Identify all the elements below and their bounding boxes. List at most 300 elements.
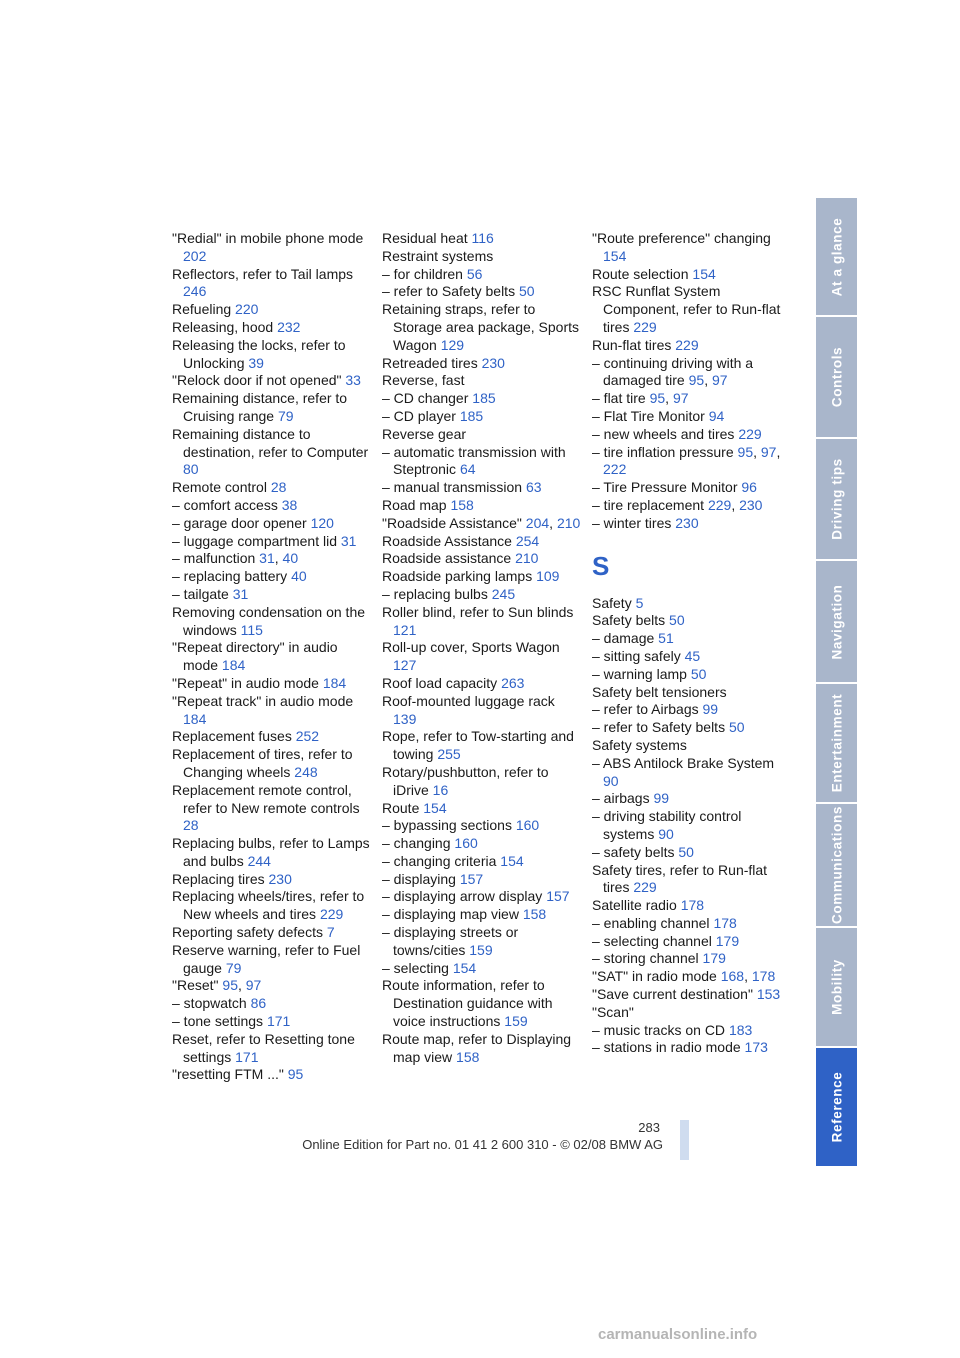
page-reference-link[interactable]: 40 bbox=[291, 568, 307, 585]
page-reference-link[interactable]: 254 bbox=[515, 532, 540, 549]
page-reference-link[interactable]: 158 bbox=[456, 1048, 480, 1065]
index-entry bbox=[172, 746, 372, 782]
index-entry bbox=[172, 390, 372, 426]
index-entry bbox=[592, 390, 792, 408]
chapter-tab-mobility[interactable] bbox=[816, 928, 857, 1046]
index-entry-text: – continuing driving with a damaged tire bbox=[592, 354, 754, 389]
index-entry bbox=[592, 266, 792, 284]
chapter-tab-label: Navigation bbox=[829, 583, 844, 660]
index-entry bbox=[382, 515, 582, 533]
page-reference-link[interactable]: 79 bbox=[277, 407, 294, 424]
page-reference-link[interactable]: 63 bbox=[525, 479, 542, 496]
page-reference-link[interactable]: 16 bbox=[432, 781, 449, 798]
page-reference-link[interactable]: 90 bbox=[603, 772, 619, 789]
index-entry-text: Safety systems bbox=[592, 736, 687, 753]
index-entry-text: Roadside parking lamps bbox=[382, 568, 537, 585]
page-reference-link[interactable]: 154 bbox=[423, 799, 447, 816]
index-entry bbox=[382, 586, 582, 604]
index-entry-text: Reporting safety defects bbox=[172, 924, 327, 941]
page-reference-link[interactable]: 97 bbox=[711, 372, 728, 389]
page-reference-link[interactable]: 97 bbox=[672, 390, 689, 407]
page-reference-link[interactable]: 222 bbox=[603, 461, 627, 478]
page-reference-link[interactable]: 263 bbox=[501, 674, 525, 691]
chapter-tabs bbox=[816, 198, 857, 1168]
index-entry bbox=[172, 604, 372, 640]
index-entry-text: – new wheels and tires bbox=[592, 425, 739, 442]
page-reference-link[interactable]: 154 bbox=[500, 852, 524, 869]
index-entry-text: "resetting FTM ..." bbox=[172, 1066, 288, 1083]
index-entry-text: – warning lamp bbox=[592, 665, 691, 682]
chapter-tab-reference[interactable] bbox=[816, 1048, 857, 1166]
index-entry bbox=[382, 728, 582, 764]
index-entry-text: Safety belts bbox=[592, 612, 670, 629]
page-reference-link[interactable]: 244 bbox=[247, 852, 271, 869]
page-reference-link[interactable]: 115 bbox=[240, 621, 263, 638]
footer-edition-text: Online Edition for Part no. 01 41 2 600 310 - © 02/08 BMW AG bbox=[302, 1137, 663, 1152]
page-reference-link[interactable]: 230 bbox=[481, 354, 505, 371]
page-reference-link[interactable]: 99 bbox=[702, 701, 719, 718]
page-reference-link[interactable]: 229 bbox=[633, 879, 657, 896]
index-entry bbox=[592, 950, 792, 968]
index-entry-text: Replacing wheels/tires, refer to New wheels and tires bbox=[172, 888, 365, 923]
page-reference-link[interactable]: 51 bbox=[658, 630, 674, 647]
index-entry bbox=[592, 737, 792, 755]
index-entry bbox=[592, 283, 792, 336]
index-entry-text: – replacing bulbs bbox=[382, 585, 492, 602]
page-reference-link[interactable]: 184 bbox=[183, 710, 207, 727]
footer-accent-bar bbox=[680, 1120, 689, 1160]
index-entry bbox=[172, 550, 372, 568]
index-entry bbox=[592, 986, 792, 1004]
page-reference-link[interactable]: 153 bbox=[756, 986, 781, 1003]
index-entry bbox=[382, 550, 582, 568]
page-reference-link[interactable]: 229 bbox=[633, 318, 657, 335]
page-reference-link[interactable]: 116 bbox=[471, 230, 494, 246]
page-reference-link[interactable]: 50 bbox=[678, 843, 694, 860]
index-entry bbox=[172, 675, 372, 693]
page-reference-link[interactable]: 80 bbox=[183, 461, 199, 478]
page-reference-link[interactable]: 184 bbox=[322, 674, 347, 691]
index-entry-text: Run-flat tires bbox=[592, 336, 676, 353]
page-reference-link[interactable]: 252 bbox=[295, 728, 320, 745]
page-reference-link[interactable]: 160 bbox=[515, 817, 540, 834]
chapter-tab-communications[interactable] bbox=[816, 804, 857, 926]
index-entry bbox=[592, 808, 792, 844]
index-entry-text: Reverse, fast bbox=[382, 372, 465, 389]
page-reference-link[interactable]: 90 bbox=[658, 825, 674, 842]
index-entry-text: Road map bbox=[382, 496, 451, 513]
page-reference-link[interactable]: 99 bbox=[653, 790, 670, 807]
page-reference-link[interactable]: 178 bbox=[751, 968, 776, 985]
index-entry-text: Roller blind, refer to Sun blinds bbox=[382, 603, 574, 620]
chapter-tab-at-a-glance[interactable] bbox=[816, 198, 857, 315]
index-entry-text: – luggage compartment lid bbox=[172, 532, 341, 549]
page-reference-link[interactable]: 154 bbox=[452, 959, 477, 976]
index-entry bbox=[172, 977, 372, 995]
chapter-tab-driving-tips[interactable] bbox=[816, 439, 857, 559]
index-entry-text: Roll-up cover, Sports Wagon bbox=[382, 639, 560, 656]
index-entry bbox=[172, 728, 372, 746]
index-entry-text: Roof-mounted luggage rack bbox=[382, 692, 555, 709]
page-reference-link[interactable]: 185 bbox=[459, 407, 484, 424]
index-entry bbox=[592, 701, 792, 719]
index-entry bbox=[592, 684, 792, 702]
index-entry bbox=[382, 568, 582, 586]
index-entry-text: – music tracks on CD bbox=[592, 1021, 729, 1038]
index-entry-text: – tire replacement bbox=[592, 496, 708, 513]
page-reference-link[interactable]: 210 bbox=[515, 550, 539, 567]
index-entry bbox=[592, 1022, 792, 1040]
page-separator: , bbox=[731, 496, 740, 513]
index-entry-text: – Flat Tire Monitor bbox=[592, 407, 709, 424]
index-entry bbox=[382, 639, 582, 675]
index-entry bbox=[172, 533, 372, 551]
index-entry-text: – safety belts bbox=[592, 843, 679, 860]
page-reference-link[interactable]: 64 bbox=[459, 461, 476, 478]
index-entry bbox=[382, 444, 582, 480]
index-entry-text: Restraint systems bbox=[382, 247, 494, 264]
index-entry-text: – manual transmission bbox=[382, 479, 526, 496]
page-reference-link[interactable]: 97 bbox=[760, 443, 777, 460]
index-entry bbox=[382, 906, 582, 924]
index-entry-text: "Reset" bbox=[172, 977, 223, 994]
page-separator: , bbox=[274, 550, 283, 567]
index-entry bbox=[172, 888, 372, 924]
index-entry bbox=[172, 1013, 372, 1031]
index-entry bbox=[382, 533, 582, 551]
page-reference-link[interactable]: 50 bbox=[690, 665, 707, 682]
page-reference-link[interactable]: 229 bbox=[675, 336, 699, 353]
index-entry-text: – ABS Antilock Brake System bbox=[592, 754, 775, 771]
page-reference-link[interactable]: 157 bbox=[459, 870, 484, 887]
index-entry-text: – refer to Airbags bbox=[592, 701, 703, 718]
page-reference-link[interactable]: 121 bbox=[393, 621, 417, 638]
page-reference-link[interactable]: 160 bbox=[454, 835, 478, 852]
index-entry-text: Roadside assistance bbox=[382, 550, 516, 567]
index-entry bbox=[592, 595, 792, 613]
page-reference-link[interactable]: 94 bbox=[708, 407, 725, 424]
index-entry-text: "Repeat" in audio mode bbox=[172, 674, 323, 691]
page-reference-link[interactable]: 40 bbox=[282, 550, 299, 567]
page-reference-link[interactable]: 158 bbox=[522, 906, 547, 923]
page-reference-link[interactable]: 139 bbox=[393, 710, 417, 727]
page-reference-link[interactable]: 245 bbox=[491, 585, 516, 602]
index-entry bbox=[382, 372, 582, 390]
section-letter-heading: S bbox=[592, 550, 610, 581]
chapter-tab-controls[interactable] bbox=[816, 317, 857, 437]
index-entry bbox=[592, 497, 792, 515]
index-entry-text: "Roadside Assistance" bbox=[382, 514, 526, 531]
page-reference-link[interactable]: 50 bbox=[728, 719, 745, 736]
index-entry bbox=[592, 1004, 792, 1022]
index-entry-text: Route information, refer to Destination guidance with voice instructions bbox=[382, 977, 553, 1030]
index-entry-text: – tire inflation pressure bbox=[592, 443, 738, 460]
index-entry bbox=[172, 639, 372, 675]
index-entry-text: – stations in radio mode bbox=[592, 1039, 745, 1056]
index-entry bbox=[172, 515, 372, 533]
index-entry-text: – for children bbox=[382, 265, 467, 282]
index-entry-text: "Relock door if not opened" bbox=[172, 372, 346, 389]
index-entry-text: Remaining distance, refer to Cruising range bbox=[172, 390, 348, 424]
index-entry bbox=[172, 568, 372, 586]
index-entry-text: – CD changer bbox=[382, 390, 473, 407]
index-entry-text: – replacing battery bbox=[172, 568, 292, 585]
page-reference-link[interactable]: 171 bbox=[235, 1048, 259, 1065]
chapter-tab-label: Entertainment bbox=[829, 693, 844, 793]
page-reference-link[interactable]: 109 bbox=[536, 568, 560, 585]
index-entry-text: – airbags bbox=[592, 790, 654, 807]
index-column-3 bbox=[592, 230, 792, 1057]
page-reference-link[interactable]: 184 bbox=[221, 657, 246, 674]
index-entry-text: Replacement remote control, refer to New remote controls bbox=[172, 781, 360, 816]
page-reference-link[interactable]: 95 bbox=[688, 372, 705, 389]
page-reference-link[interactable]: 248 bbox=[294, 763, 318, 780]
index-entry-text: Replacing bulbs, refer to Lamps and bulbs bbox=[172, 835, 370, 869]
page-reference-link[interactable]: 95 bbox=[287, 1066, 304, 1083]
index-entry-text: Residual heat bbox=[382, 230, 472, 246]
index-entry bbox=[382, 764, 582, 800]
index-entry-text: – changing bbox=[382, 835, 455, 852]
page-reference-link[interactable]: 5 bbox=[635, 594, 644, 611]
watermark: carmanualsonline.info bbox=[598, 1326, 758, 1343]
page-reference-link[interactable]: 157 bbox=[546, 888, 570, 905]
index-entry-text: "SAT" in radio mode bbox=[592, 968, 721, 985]
page-reference-link[interactable]: 79 bbox=[225, 959, 242, 976]
index-entry bbox=[592, 337, 792, 355]
page-reference-link[interactable]: 28 bbox=[183, 817, 199, 834]
page-reference-link[interactable]: 159 bbox=[504, 1013, 528, 1030]
index-entry bbox=[172, 942, 372, 978]
index-entry bbox=[172, 426, 372, 479]
index-entry bbox=[382, 497, 582, 515]
index-entry bbox=[382, 283, 582, 301]
page-reference-link[interactable]: 129 bbox=[440, 336, 465, 353]
index-entry-text: – displaying streets or towns/cities bbox=[382, 924, 519, 958]
index-entry-text: Route bbox=[382, 799, 424, 816]
index-entry bbox=[172, 230, 372, 266]
index-entry bbox=[592, 630, 792, 648]
index-entry-text: "Repeat directory" in audio mode bbox=[172, 639, 338, 674]
page-reference-link[interactable]: 202 bbox=[183, 247, 207, 264]
index-entry bbox=[592, 355, 792, 391]
index-entry-text: Releasing the locks, refer to Unlocking bbox=[172, 336, 346, 371]
page-reference-link[interactable]: 31 bbox=[232, 585, 249, 602]
index-entry bbox=[172, 1031, 372, 1067]
index-entry-text: – refer to Safety belts bbox=[382, 283, 519, 300]
index-entry-text: – winter tires bbox=[592, 514, 676, 531]
page-separator: , bbox=[753, 443, 761, 460]
page-reference-link[interactable]: 154 bbox=[603, 247, 627, 264]
index-entry bbox=[382, 479, 582, 497]
page-reference-link[interactable]: 204 bbox=[525, 514, 550, 531]
page-reference-link[interactable]: 39 bbox=[248, 354, 264, 371]
index-entry bbox=[382, 1031, 582, 1067]
index-entry bbox=[382, 817, 582, 835]
index-entry-text: – selecting bbox=[382, 959, 453, 976]
index-entry-text: Replacing tires bbox=[172, 870, 269, 887]
index-entry bbox=[592, 230, 792, 266]
index-entry-text: Reset, refer to Resetting tone settings bbox=[172, 1030, 355, 1065]
page-reference-link[interactable]: 210 bbox=[556, 514, 581, 531]
page-reference-link[interactable]: 229 bbox=[738, 425, 762, 442]
index-entry-text: Safety belt tensioners bbox=[592, 683, 727, 700]
page-reference-link[interactable]: 173 bbox=[744, 1039, 768, 1056]
index-entry-text: Route selection bbox=[592, 265, 693, 282]
index-entry bbox=[592, 408, 792, 426]
page-reference-link[interactable]: 56 bbox=[466, 265, 483, 282]
index-entry-text: Safety tires, refer to Run-flat tires bbox=[592, 861, 768, 896]
index-entry bbox=[382, 301, 582, 354]
page-reference-link[interactable]: 230 bbox=[675, 514, 699, 531]
page-reference-link[interactable]: 7 bbox=[326, 924, 335, 941]
page-reference-link[interactable]: 50 bbox=[518, 283, 535, 300]
index-entry-text: – flat tire bbox=[592, 390, 650, 407]
page-reference-link[interactable]: 95 bbox=[222, 977, 238, 994]
chapter-tab-navigation[interactable] bbox=[816, 561, 857, 682]
index-entry-text: "Route preference" changing bbox=[592, 230, 771, 246]
page-separator: , bbox=[776, 443, 781, 460]
index-entry-text: "Save current destination" bbox=[592, 986, 757, 1003]
index-entry-text: – selecting channel bbox=[592, 932, 716, 949]
index-entry-text: Replacement fuses bbox=[172, 728, 296, 745]
page-reference-link[interactable]: 33 bbox=[345, 372, 361, 389]
index-entry-text: "Repeat track" in audio mode bbox=[172, 692, 354, 709]
index-entry bbox=[172, 782, 372, 835]
index-entry bbox=[382, 408, 582, 426]
index-entry-text: – changing criteria bbox=[382, 852, 501, 869]
index-entry bbox=[382, 800, 582, 818]
page-reference-link[interactable]: 31 bbox=[340, 532, 357, 549]
page-reference-link[interactable]: 28 bbox=[270, 479, 287, 496]
page-reference-link[interactable]: 45 bbox=[684, 647, 701, 664]
index-entry-text: – bypassing sections bbox=[382, 817, 516, 834]
index-entry bbox=[592, 915, 792, 933]
index-entry bbox=[592, 897, 792, 915]
index-entry-text: Removing condensation on the windows bbox=[172, 603, 366, 638]
index-entry-text: – automatic transmission with Steptronic bbox=[382, 443, 566, 478]
index-entry-text: RSC Runflat System Component, refer to Run-flat tires bbox=[592, 283, 781, 335]
index-entry-text: – malfunction bbox=[172, 550, 260, 567]
index-entry bbox=[592, 933, 792, 951]
page-separator: , bbox=[549, 514, 557, 531]
index-entry bbox=[592, 719, 792, 737]
page-reference-link[interactable]: 31 bbox=[259, 550, 275, 567]
page-reference-link[interactable]: 127 bbox=[393, 657, 417, 674]
index-entry-text: Safety bbox=[592, 594, 636, 611]
index-entry bbox=[382, 266, 582, 284]
page-reference-link[interactable]: 95 bbox=[737, 443, 754, 460]
page-reference-link[interactable]: 232 bbox=[277, 318, 301, 335]
index-entry-text: Replacement of tires, refer to Changing wheels bbox=[172, 746, 353, 780]
index-entry bbox=[172, 995, 372, 1013]
index-entry-text: – tailgate bbox=[172, 585, 233, 602]
index-entry bbox=[592, 426, 792, 444]
page-reference-link[interactable]: 230 bbox=[268, 870, 292, 887]
index-entry-text: – driving stability control systems bbox=[592, 808, 742, 842]
page-reference-link[interactable]: 50 bbox=[669, 612, 685, 629]
page-reference-link[interactable]: 120 bbox=[310, 514, 334, 531]
index-entry bbox=[172, 337, 372, 373]
index-entry bbox=[382, 426, 582, 444]
index-entry bbox=[172, 319, 372, 337]
index-entry-text: – storing channel bbox=[592, 950, 703, 967]
index-entry-text: Refueling bbox=[172, 301, 236, 318]
index-entry bbox=[172, 871, 372, 889]
index-entry-text: Remote control bbox=[172, 479, 271, 496]
index-entry-text: – tone settings bbox=[172, 1013, 267, 1030]
page-reference-link[interactable]: 171 bbox=[266, 1013, 291, 1030]
index-entry bbox=[592, 862, 792, 898]
page-reference-link[interactable]: 178 bbox=[680, 897, 705, 914]
page-reference-link[interactable]: 229 bbox=[707, 496, 732, 513]
index-entry bbox=[592, 755, 792, 791]
page-reference-link[interactable]: 86 bbox=[250, 995, 267, 1012]
page-reference-link[interactable]: 168 bbox=[720, 968, 745, 985]
index-entry bbox=[592, 968, 792, 986]
page-separator: , bbox=[704, 372, 712, 389]
index-entry bbox=[172, 924, 372, 942]
index-entry bbox=[592, 1039, 792, 1057]
page-reference-link[interactable]: 179 bbox=[702, 950, 726, 967]
index-entry-text: Releasing, hood bbox=[172, 318, 278, 335]
index-entry-text: – comfort access bbox=[172, 496, 282, 513]
index-entry bbox=[592, 515, 792, 533]
index-entry bbox=[172, 479, 372, 497]
page-reference-link[interactable]: 255 bbox=[437, 746, 461, 763]
index-entry bbox=[172, 266, 372, 302]
index-entry-text: Route map, refer to Displaying map view bbox=[382, 1030, 572, 1065]
page-reference-link[interactable]: 220 bbox=[235, 301, 259, 318]
chapter-tab-entertainment[interactable] bbox=[816, 684, 857, 802]
index-entry bbox=[382, 390, 582, 408]
index-entry-text: "Redial" in mobile phone mode bbox=[172, 230, 364, 246]
index-entry-text: – displaying map view bbox=[382, 906, 523, 923]
page-reference-link[interactable]: 38 bbox=[281, 496, 298, 513]
page-reference-link[interactable]: 183 bbox=[728, 1021, 753, 1038]
index-entry-text: Remaining distance to destination, refer to Computer bbox=[172, 425, 369, 460]
index-entry-text: – garage door opener bbox=[172, 514, 311, 531]
index-entry bbox=[172, 835, 372, 871]
index-entry-text: Retreaded tires bbox=[382, 354, 482, 371]
page-reference-link[interactable]: 158 bbox=[450, 496, 474, 513]
index-entry-text: Roadside Assistance bbox=[382, 532, 516, 549]
index-entry bbox=[592, 612, 792, 630]
page-reference-link[interactable]: 246 bbox=[183, 283, 207, 300]
index-entry bbox=[382, 693, 582, 729]
page-reference-link[interactable]: 154 bbox=[692, 265, 716, 282]
chapter-tab-label: Reference bbox=[829, 1071, 844, 1143]
page-reference-link[interactable]: 97 bbox=[245, 977, 262, 994]
page-reference-link[interactable]: 230 bbox=[739, 496, 763, 513]
page-number: 283 bbox=[638, 1120, 660, 1135]
index-entry bbox=[592, 444, 792, 480]
index-entry bbox=[592, 790, 792, 808]
page-reference-link[interactable]: 96 bbox=[741, 479, 757, 496]
page-reference-link[interactable]: 185 bbox=[472, 390, 496, 407]
page-reference-link[interactable]: 159 bbox=[469, 941, 493, 958]
index-column-2 bbox=[382, 230, 582, 1066]
page-reference-link[interactable]: 95 bbox=[649, 390, 666, 407]
index-entry bbox=[382, 835, 582, 853]
index-entry bbox=[382, 960, 582, 978]
page-reference-link[interactable]: 179 bbox=[715, 932, 740, 949]
chapter-tab-label: At a glance bbox=[829, 217, 844, 296]
page-reference-link[interactable]: 229 bbox=[319, 906, 344, 923]
index-entry-text: Roof load capacity bbox=[382, 674, 502, 691]
index-entry-text: Reserve warning, refer to Fuel gauge bbox=[172, 941, 361, 976]
page-reference-link[interactable]: 178 bbox=[713, 914, 737, 931]
index-entry-text: "Scan" bbox=[592, 1003, 634, 1020]
